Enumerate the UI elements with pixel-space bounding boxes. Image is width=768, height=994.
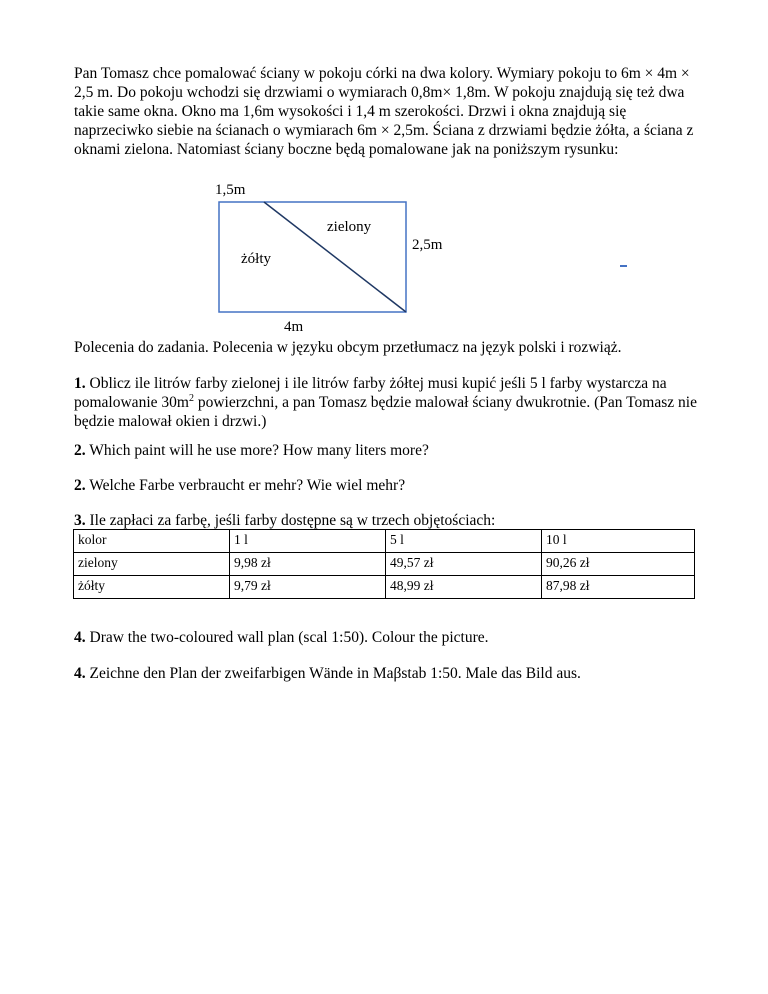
table-cell: 87,98 zł: [542, 576, 695, 599]
table-cell: 49,57 zł: [386, 553, 542, 576]
table-cell: 90,26 zł: [542, 553, 695, 576]
task-1-text-b: powierzchni, a pan Tomasz będzie malował ściany dwukrotnie. (Pan Tomasz nie będzie malował okien i drzwi.): [74, 394, 697, 430]
wall-diagram: [200, 180, 480, 340]
instructions: Polecenia do zadania. Polecenia w języku obcym przetłumacz na język polski i rozwiąż.: [74, 339, 622, 356]
table-cell: 9,98 zł: [230, 553, 386, 576]
price-table: [73, 529, 695, 599]
task-4-de-number: 4.: [74, 665, 86, 682]
green-area-label: zielony: [327, 219, 372, 235]
task-1-number: 1.: [74, 375, 86, 392]
table-row: [74, 576, 695, 599]
table-row: [74, 553, 695, 576]
intro-paragraph: Pan Tomasz chce pomalować ściany w pokoju córki na dwa kolory. Wymiary pokoju to 6m × 4m × 2,5 m. Do pokoju wchodzi się drzwiami o wymiarach 0,8m× 1,8m. W pokoju znajdują się też dwa takie same okna. Okno ma 1,6m wysokości i 1,4 m szerokości. Drzwi i okna znajdują się naprzeciwko siebie na ścianach o wymiarach 6m × 2,5m. Ściana z drzwiami będzie żółta, a ściana z oknami zielona. Natomiast ściany boczne będą pomalowane jak na poniższym rysunku:: [74, 65, 694, 158]
task-4-de-text: Zeichne den Plan der zweifarbigen Wände in Maβstab 1:50. Male das Bild aus.: [85, 665, 581, 682]
task-2-english: [74, 441, 704, 460]
task-1-superscript: 2: [188, 393, 194, 404]
table-cell: zielony: [74, 553, 230, 576]
top-width-label: 1,5m: [215, 182, 246, 198]
task-3: [74, 511, 704, 530]
task-4-german: [74, 664, 704, 683]
task-1: [74, 374, 704, 431]
table-header-row: [74, 530, 695, 553]
table-cell: 9,79 zł: [230, 576, 386, 599]
task-2-de-text: Welche Farbe verbraucht er mehr? Wie wiel mehr?: [85, 477, 406, 494]
task-1-text-a: Oblicz ile litrów farby zielonej i ile litrów farby żółtej musi kupić jeśli 5 l farby wystarcza na pomalowanie 30m: [74, 375, 667, 411]
task-3-number: 3.: [74, 512, 86, 529]
task-3-text: Ile zapłaci za farbę, jeśli farby dostępne są w trzech objętościach:: [85, 512, 496, 529]
table-header-cell: 10 l: [542, 530, 695, 553]
table-cell: żółty: [74, 576, 230, 599]
height-label: 2,5m: [412, 237, 443, 253]
task-4-en-number: 4.: [74, 629, 86, 646]
table-header-cell: kolor: [74, 530, 230, 553]
table-cell: 48,99 zł: [386, 576, 542, 599]
task-2-en-number: 2.: [74, 442, 86, 459]
table-header-cell: 1 l: [230, 530, 386, 553]
yellow-area-label: żółty: [241, 251, 271, 267]
blue-dash-mark: [620, 265, 627, 267]
task-4-en-text: Draw the two-coloured wall plan (scal 1:50). Colour the picture.: [85, 629, 489, 646]
bottom-width-label: 4m: [284, 319, 304, 335]
task-4-english: [74, 628, 704, 647]
task-2-en-text: Which paint will he use more? How many liters more?: [85, 442, 429, 459]
task-2-de-number: 2.: [74, 477, 86, 494]
task-2-german: [74, 476, 704, 495]
table-header-cell: 5 l: [386, 530, 542, 553]
